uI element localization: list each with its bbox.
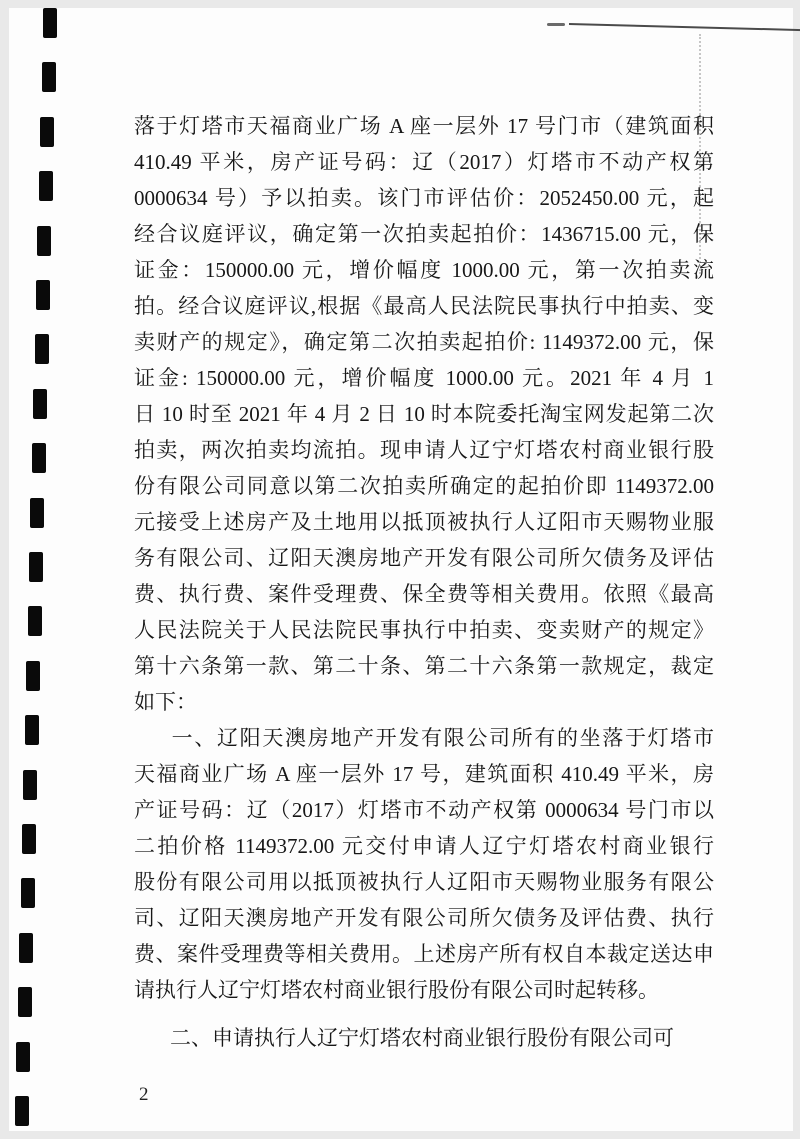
text-line: 拍卖，两次拍卖均流拍。现申请人辽宁灯塔农村商业银行股 xyxy=(134,438,714,462)
text-line: 第十六条第一款、第二十条、第二十六条第一款规定，裁定 xyxy=(134,654,714,678)
binding-mark xyxy=(43,8,57,38)
text-line: 费、执行费、案件受理费、保全费等相关费用。依照《最高 xyxy=(134,582,714,606)
binding-mark xyxy=(33,389,47,419)
binding-mark xyxy=(30,498,44,528)
binding-mark xyxy=(28,606,42,636)
text-line: 天福商业广场 A 座一层外 17 号，建筑面积 410.49 平米，房 xyxy=(134,762,714,786)
scanned-document-page xyxy=(9,8,793,1131)
binding-mark xyxy=(37,226,51,256)
text-line: 二、申请执行人辽宁灯塔农村商业银行股份有限公司可 xyxy=(170,1026,674,1050)
text-line: 日 10 时至 2021 年 4 月 2 日 10 时本院委托淘宝网发起第二次 xyxy=(134,402,714,426)
text-line: 经合议庭评议，确定第一次拍卖起拍价：1436715.00 元，保 xyxy=(134,222,714,246)
page-number: 2 xyxy=(139,1084,149,1105)
text-line: 落于灯塔市天福商业广场 A 座一层外 17 号门市（建筑面积 xyxy=(134,114,714,138)
binding-mark xyxy=(25,715,39,745)
text-line: 务有限公司、辽阳天澳房地产开发有限公司所欠债务及评估 xyxy=(134,546,714,570)
binding-mark xyxy=(15,1096,29,1126)
text-line: 费、案件受理费等相关费用。上述房产所有权自本裁定送达申 xyxy=(134,942,714,966)
binding-mark xyxy=(35,334,49,364)
text-line: 如下： xyxy=(134,690,197,714)
scan-scratch-dash xyxy=(547,23,565,26)
text-line: 二拍价格 1149372.00 元交付申请人辽宁灯塔农村商业银行 xyxy=(134,834,714,858)
text-line: 请执行人辽宁灯塔农村商业银行股份有限公司时起转移。 xyxy=(134,978,659,1002)
binding-mark xyxy=(32,443,46,473)
text-line: 产证号码：辽（2017）灯塔市不动产权第 0000634 号门市以 xyxy=(134,798,714,822)
binding-mark xyxy=(40,117,54,147)
binding-mark xyxy=(42,62,56,92)
binding-mark xyxy=(18,987,32,1017)
binding-mark xyxy=(26,661,40,691)
binding-mark xyxy=(39,171,53,201)
text-line: 证金: 150000.00 元，增价幅度 1000.00 元。2021 年 4 月 1 xyxy=(134,366,714,390)
binding-mark xyxy=(36,280,50,310)
text-line: 份有限公司同意以第二次拍卖所确定的起拍价即 1149372.00 xyxy=(134,474,714,498)
text-line: 股份有限公司用以抵顶被执行人辽阳市天赐物业服务有限公 xyxy=(134,870,714,894)
text-line: 410.49 平米，房产证号码：辽（2017）灯塔市不动产权第 xyxy=(134,150,714,174)
binding-mark xyxy=(16,1042,30,1072)
document-body xyxy=(134,108,714,1056)
binding-mark xyxy=(22,824,36,854)
text-line: 0000634 号）予以拍卖。该门市评估价：2052450.00 元，起 xyxy=(134,186,714,210)
binding-mark xyxy=(21,878,35,908)
text-line: 一、辽阳天澳房地产开发有限公司所有的坐落于灯塔市 xyxy=(170,726,714,750)
text-line: 元接受上述房产及土地用以抵顶被执行人辽阳市天赐物业服 xyxy=(134,510,714,534)
text-line: 司、辽阳天澳房地产开发有限公司所欠债务及评估费、执行 xyxy=(134,906,714,930)
binding-mark xyxy=(29,552,43,582)
text-line: 拍。经合议庭评议,根据《最高人民法院民事执行中拍卖、变 xyxy=(134,294,714,318)
scan-scratch-line xyxy=(569,23,800,31)
binding-mark xyxy=(19,933,33,963)
text-line: 证金：150000.00 元，增价幅度 1000.00 元，第一次拍卖流 xyxy=(134,258,714,282)
text-line: 人民法院关于人民法院民事执行中拍卖、变卖财产的规定》 xyxy=(134,618,714,642)
binding-mark xyxy=(23,770,37,800)
text-line: 卖财产的规定》，确定第二次拍卖起拍价: 1149372.00 元，保 xyxy=(134,330,714,354)
